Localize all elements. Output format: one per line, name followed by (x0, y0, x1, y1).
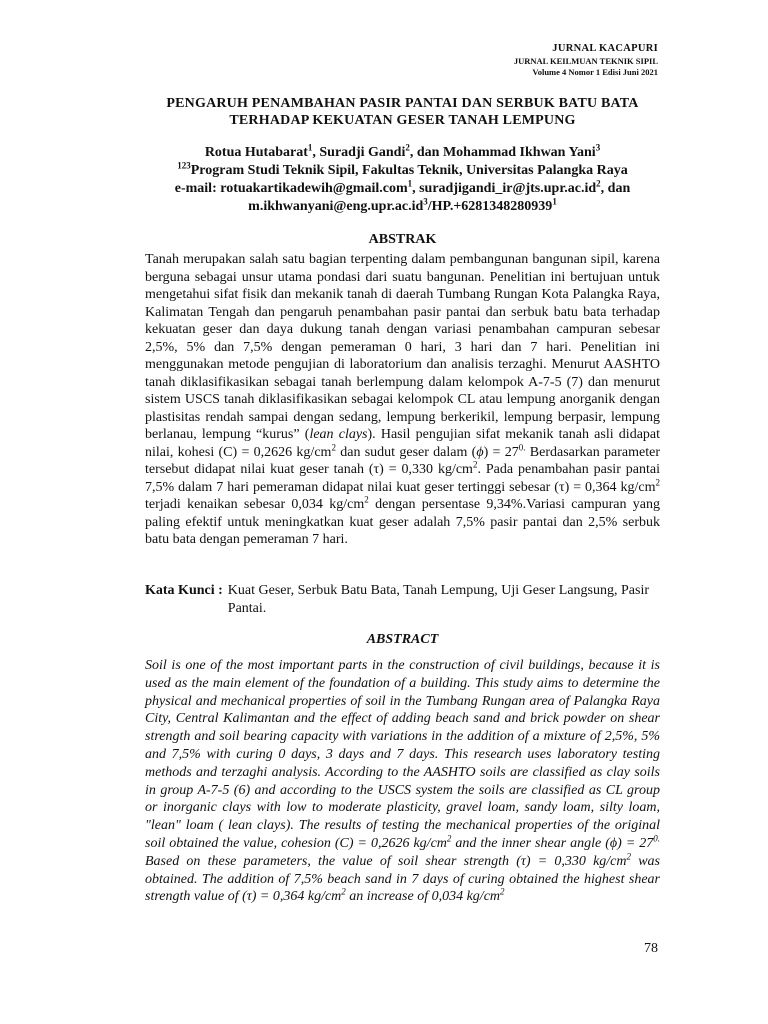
abstrak-text: Tanah merupakan salah satu bagian terpenting dalam pembangunan bangunan sipil, karena berguna sebagai unsur utama pondasi dari suatu bangunan. Penelitian ini bertujuan untuk mengetahui sifat fisik dan mekanik tanah di daerah Tumbang Rungan Kota Palangka Raya, Kalimatan Tengah dan pengaruh penambahan pasir pantai dan serbuk batu bata terhadap kekuatan geser dan daya dukung tanah dengan variasi penambahan campuran sebesar 2,5%, 5% dan 7,5% dengan pemeraman 0 hari, 3 hari dan 7 hari. Penelitian ini menggunakan metode pengujian di laboratorium dan analisis terzaghi. Menurut AASHTO tanah diklasifikasikan sebagai tanah berlempung dalam kelompok A-7-5 (7) dan menurut sistem USCS tanah diklasifikasikan sebagai kelompok CL atau lempung anorganik dengan plastisitas rendah sampai dengan sedang, lempung berkerikil, lempung berpasir, lempung berlanau, lempung “kurus” ( (145, 252, 660, 442)
author-sep: , (312, 145, 320, 160)
email-link[interactable]: rotuakartikadewih@gmail.com (220, 181, 408, 196)
superscript: 2 (446, 833, 452, 844)
email-line: e-mail: rotuakartikadewih@gmail.com$^1$, $suradjigandi\_ir@jts.upr.ac.id^2$, dan (174, 178, 631, 196)
email-and: , dan (600, 181, 631, 196)
page-number: 78 (644, 941, 658, 956)
author-name: Rotua Hutabarat (204, 145, 308, 160)
phi-symbol: ϕ (609, 835, 618, 851)
abstrak-heading: ABSTRAK (368, 232, 437, 247)
abstrak-text: dan sudut geser dalam ( (335, 444, 477, 460)
abstrak-text: ) = 27 (483, 444, 519, 460)
journal-name: JURNAL KACAPURI (552, 43, 658, 54)
phi-symbol: ϕ (476, 444, 484, 460)
superscript: 2 (500, 886, 505, 897)
email-link[interactable]: suradjigandi_ir@jts.upr.ac.id (419, 181, 597, 196)
abstract-text: and the inner shear angle ( (451, 835, 610, 851)
author-names (145, 144, 660, 162)
email-link[interactable]: m.ikhwanyani@eng.upr.ac.id (248, 199, 424, 214)
abstrak-paragraph (145, 251, 660, 549)
superscript: 2 (331, 441, 336, 452)
abstrak-text: Berdasarkan parameter tersebut didapat nilai kuat geser tanah (τ) = 0,330 kg/cm (145, 444, 660, 477)
abstract-heading: ABSTRACT (366, 632, 439, 647)
keywords-label: Kata Kunci : (145, 583, 223, 598)
superscript: 0. (653, 833, 661, 844)
journal-volume: Volume 4 Nomor 1 Edisi Juni 2021 (532, 67, 658, 77)
author-name: Mohammad Ikhwan Yani (442, 145, 596, 160)
journal-header (514, 42, 658, 78)
email-label: e-mail: (174, 181, 221, 196)
author-name: Suradji Gandi (319, 145, 406, 160)
superscript: 2 (655, 476, 660, 487)
abstract-text: Based on these parameters, the value of soil shear strength (τ) = 0,330 kg/cm (145, 853, 627, 869)
abstract-text: ) = 27 (617, 835, 654, 851)
phone-text: /HP.+6281348280939 (427, 199, 553, 214)
affiliation-text: Program Studi Teknik Sipil, Fakultas Teknik, Universitas Palangka Raya (190, 163, 628, 178)
abstract-paragraph (145, 657, 660, 906)
abstract-text: Soil is one of the most important parts in the construction of civil buildings, because it is used as the main element of the foundation of a building. This study aims to determine the physical and mechanical properties of soil in the Tumbang Rungan area of Palangka Raya City, Central Kalimantan and the effect of adding beach sand and brick powder on shear strength and soil bearing capacity with variations in the addition of a mixture of 2,5%, 5% and 7,5% with curing 0 days, 3 days and 7 days. This research uses laboratory testing methods and terzaghi analysis. According to the AASHTO soils are classified as clay soils in group A-7-5 (6) and according to the USCS system the soils are classified as CL group or inorganic clays with low to moderate plasticity, gravel loam, sandy loam, silty loam, "lean" loam ( lean clays). The results of testing the mechanical properties of the original soil obtained the value, cohesion (C) = 0,2626 kg/cm (145, 658, 660, 851)
author-sup: 1 (307, 142, 313, 153)
abstrak-text: terjadi kenaikan sebesar 0,034 kg/cm (145, 497, 365, 512)
affiliation-sup: 123 (177, 160, 191, 171)
email-line-2 (145, 198, 660, 216)
abstrak-text: ). Hasil pengujian sifat mekanik tanah asli didapat nilai, kohesi (C) = 0,2626 kg/cm (145, 427, 661, 460)
author-sup: 3 (595, 142, 601, 153)
abstract-text: an increase of 0,034 kg/cm (345, 889, 501, 905)
journal-subtitle: JURNAL KEILMUAN TEKNIK SIPIL (513, 56, 658, 66)
keywords-text: Kuat Geser, Serbuk Batu Bata, Tanah Lempung, Uji Geser Langsung, Pasir Pantai. (227, 583, 649, 616)
author-sup: 2 (405, 142, 410, 153)
paper-title: PENGARUH PENAMBAHAN PASIR PANTAI DAN SERBUK BATU BATA TERHADAP KEKUATAN GESER TANAH LEMPUNG (166, 96, 639, 128)
superscript: 2 (341, 886, 346, 897)
abstrak-italic: lean clays (309, 427, 368, 442)
affiliation (145, 162, 660, 180)
abstract-text: was obtained. The addition of 7,5% beach sand in 7 days of curing obtained the highest shear strength value of (τ) = 0,364 kg/cm (145, 853, 660, 905)
abstrak-text: . Pada penambahan pasir pantai 7,5% dalam 7 hari pemeraman didapat nilai kuat geser tertinggi sebesar (τ) = 0,364 kg/cm (145, 462, 660, 495)
superscript: 2 (364, 494, 369, 505)
keywords (145, 582, 660, 618)
author-block (145, 144, 660, 216)
phone-sup: 1 (552, 196, 557, 207)
author-sep: , dan (409, 145, 443, 160)
superscript: 2 (472, 459, 478, 470)
email-sup: 1 (407, 178, 413, 189)
email-sup: 3 (423, 196, 428, 207)
superscript: 0. (518, 441, 526, 452)
email-sup: 2 (596, 178, 601, 189)
superscript: 2 (626, 851, 632, 862)
abstrak-text: dengan persentase 9,34%.Variasi campuran yang paling efektif untuk meningkatkan kuat geser adalah 7,5% pasir pantai dan 2,5% serbuk batu bata dengan pemeraman 7 hari. (145, 497, 660, 547)
